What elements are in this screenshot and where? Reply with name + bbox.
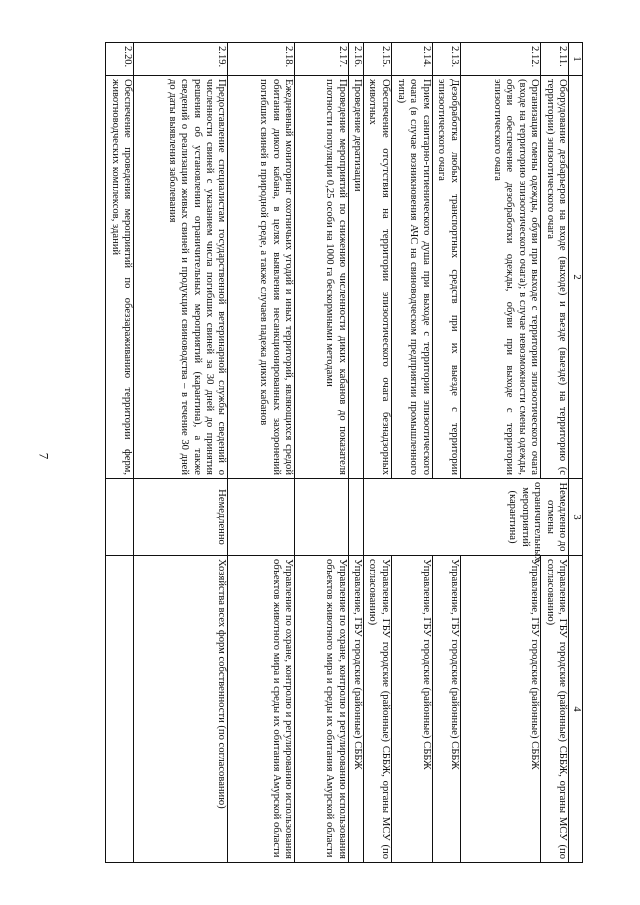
header-cell: 3 — [569, 479, 583, 556]
row-number: 2.18. — [228, 43, 295, 76]
table-row — [432, 43, 460, 863]
measure-cell: Обеспечение отсутствия на территории эпизоотического очага безнадзорных животных — [363, 76, 391, 479]
responsible-cell: Управление, ГБУ городские (районные) СББЖ — [391, 556, 432, 863]
row-number: 2.13. — [432, 43, 460, 76]
measure-cell: Организация смены одежды, обуви при выходе с территории эпизоотического очага (входе на территорию эпизоотического очага); в случае невозможности смены одежды, обуви обеспечение дезобработки одежды, обуви при выходе с территории эпизоотического очага — [460, 76, 541, 479]
responsible-cell: Управление, ГБУ городские (районные) СББЖ — [348, 556, 363, 863]
term-cell — [106, 479, 134, 556]
measures-table — [105, 42, 583, 863]
responsible-cell: Управление, ГБУ городские (районные) СББЖ — [460, 556, 541, 863]
measure-cell: Проведение дератизации — [348, 76, 363, 479]
term-cell: Немедленно — [133, 479, 227, 556]
header-row — [569, 43, 583, 863]
header-cell: 4 — [569, 556, 583, 863]
measure-cell: Прием санитарно-гигиенического душа при выходе с территории эпизоотического очага (в случае возникновения АЧС на свиноводческом предприятии промышленного типа) — [391, 76, 432, 479]
term-cell: Немедленно до отмены ограничительных мероприятий (карантина) — [363, 479, 568, 556]
term-cell — [228, 479, 295, 556]
row-number: 2.11. — [541, 43, 569, 76]
row-number: 2.12. — [460, 43, 541, 76]
table-row — [133, 43, 227, 863]
table-row — [541, 43, 569, 863]
measure-cell: Проведение мероприятий по снижению численности диких кабанов до показателя плотности популяции 0,25 особи на 1000 га бескормными методами — [295, 76, 349, 479]
row-number: 2.15. — [363, 43, 391, 76]
table-row — [106, 43, 134, 863]
responsible-cell: Управление по охране, контролю и регулированию использования объектов животного мира и среды их обитания Амурской области — [228, 556, 295, 863]
table-row — [363, 43, 391, 863]
measure-cell: Предоставление специалистам государственной ветеринарной службы сведений о численности свиней с указанием числа погибших свиней за 30 дней до принятия решения об установлении ограничительных мероприятий (карантина), а также сведений о реализации живых свиней и продукции свиноводства – в течение 30 дней до даты выявления заболевания — [133, 76, 227, 479]
row-number: 2.17. — [295, 43, 349, 76]
row-number: 2.19. — [133, 43, 227, 76]
table-row — [348, 43, 363, 863]
term-cell — [295, 479, 349, 556]
header-cell: 2 — [569, 76, 583, 479]
rotated-table-container — [105, 42, 583, 862]
measure-cell: Дезобработка любых транспортных средств при их выезде с территории эпизоотического очага — [432, 76, 460, 479]
term-cell — [348, 479, 363, 556]
responsible-cell: Управление, ГБУ городские (районные) СББЖ — [432, 556, 460, 863]
measure-cell: Обеспечение проведения мероприятий по обеззараживанию территории ферм, животноводческих комплексов, зданий — [106, 76, 134, 479]
responsible-cell — [106, 556, 134, 863]
table-row — [228, 43, 295, 863]
responsible-cell: Управление, ГБУ городские (районные) СББЖ, органы МСУ (по согласованию) — [541, 556, 569, 863]
table-row — [460, 43, 541, 863]
table-row — [391, 43, 432, 863]
table-row — [295, 43, 349, 863]
row-number: 2.16. — [348, 43, 363, 76]
measure-cell: Оборудование дезбарьеров на входе (выходе) и въезде (выезде) на территорию (с территории) эпизоотического очага — [541, 76, 569, 479]
responsible-cell: Хозяйства всех форм собственности (по согласованию) — [133, 556, 227, 863]
measure-cell: Ежедневный мониторинг охотничьих угодий и иных территорий, являющихся средой обитания дикого кабана, в целях выявления несанкционированных захоронений погибших свиней в природной среде, а также случаев падежа диких кабанов — [228, 76, 295, 479]
page-number: 7 — [36, 452, 52, 460]
responsible-cell: Управление, ГБУ городские (районные) СББЖ, органы МСУ (по согласованию) — [363, 556, 391, 863]
responsible-cell: Управление по охране, контролю и регулированию использования объектов животного мира и среды их обитания Амурской области — [295, 556, 349, 863]
header-cell: 1 — [569, 43, 583, 76]
row-number: 2.14. — [391, 43, 432, 76]
row-number: 2.20. — [106, 43, 134, 76]
